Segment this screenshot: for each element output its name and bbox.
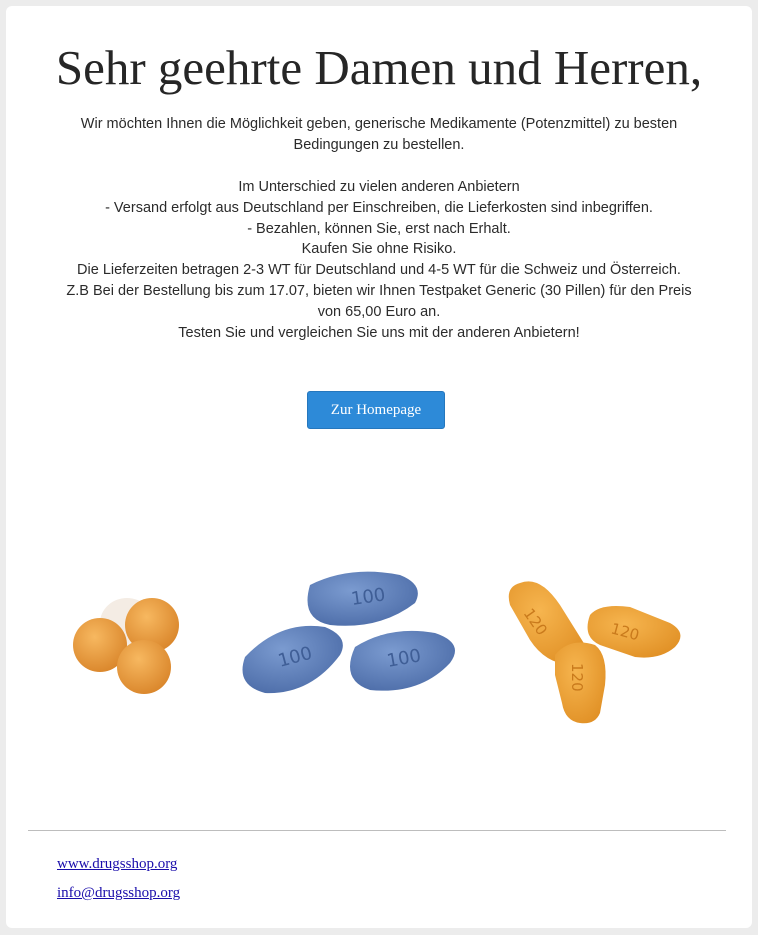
orange-round-pills xyxy=(73,598,179,694)
offer-line: Im Unterschied zu vielen anderen Anbietern xyxy=(238,179,520,195)
pill-imprint: 100 xyxy=(385,645,423,672)
offer-details xyxy=(40,177,718,343)
offer-line: Testen Sie und vergleichen Sie uns mit der anderen Anbietern! xyxy=(178,324,580,341)
homepage-button[interactable]: Zur Homepage xyxy=(307,391,445,429)
pill-imprint: 120 xyxy=(568,663,586,692)
footer-divider xyxy=(28,830,726,831)
pill-imprint: 120 xyxy=(608,619,642,645)
cut-off-text xyxy=(95,927,575,935)
intro-paragraph: Wir möchten Ihnen die Möglichkeit geben, generische Medikamente (Potenzmittel) zu besten Bedingungen zu bestellen. xyxy=(80,116,678,153)
offer-line: Z.B Bei der Bestellung bis zum 17.07, bieten wir Ihnen Testpaket Generic (30 Pillen) für den Preis xyxy=(66,282,692,299)
blue-diamond-pills xyxy=(243,572,456,693)
offer-line: - Versand erfolgt aus Deutschland per Einschreiben, die Lieferkosten sind inbegriffen. xyxy=(105,199,653,216)
website-link[interactable]: www.drugsshop.org xyxy=(57,856,178,872)
pill-imprint: 100 xyxy=(349,584,387,610)
orange-triangle-pills xyxy=(509,581,681,723)
greeting-heading: Sehr geehrte Damen und Herren, xyxy=(55,40,703,95)
pill-imprint: 100 xyxy=(275,642,315,672)
pills-image xyxy=(40,545,720,745)
email-link[interactable]: info@drugsshop.org xyxy=(57,885,181,901)
offer-line: - Bezahlen, können Sie, erst nach Erhalt. xyxy=(247,220,511,237)
offer-line: Kaufen Sie ohne Risiko. xyxy=(301,241,457,258)
offer-line: von 65,00 Euro an. xyxy=(317,303,441,320)
offer-line: Die Lieferzeiten betragen 2-3 WT für Deutschland und 4-5 WT für die Schweiz und Österreich. xyxy=(77,262,681,279)
pill-imprint: 120 xyxy=(519,604,551,639)
